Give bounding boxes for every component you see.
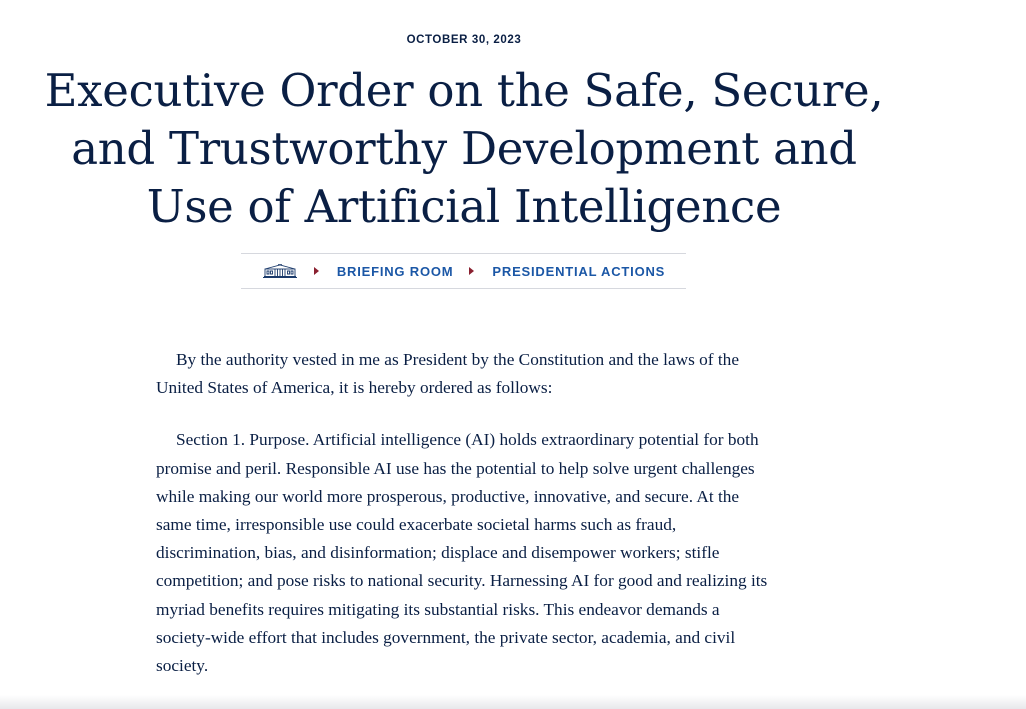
publish-date: OCTOBER 30, 2023 xyxy=(406,34,522,46)
order-body xyxy=(156,346,772,704)
breadcrumb-home[interactable] xyxy=(262,264,298,278)
page-title: Executive Order on the Safe, Secure, and Trustworthy Development and Use of Artificial Intelligence xyxy=(44,64,884,233)
breadcrumb-presidential-actions[interactable]: PRESIDENTIAL ACTIONS xyxy=(492,263,666,279)
breadcrumb xyxy=(241,253,686,289)
breadcrumb-separator-icon xyxy=(314,267,319,275)
breadcrumb-briefing-room[interactable]: BRIEFING ROOM xyxy=(336,263,454,279)
breadcrumb-separator-icon xyxy=(469,267,474,275)
preamble-paragraph: By the authority vested in me as President by the Constitution and the laws of the United States of America, it is hereby ordered as follows: xyxy=(156,350,739,398)
white-house-icon xyxy=(262,264,298,278)
section-1-paragraph: Section 1. Purpose. Artificial intelligence (AI) holds extraordinary potential for both promise and peril. Responsible AI use has the potential to help solve urgent challenges while making our world more prosperous, productive, innovative, and secure. At the same time, irresponsible use could exacerbate societal harms such as fraud, discrimination, bias, and disinformation; displace and disempower workers; stifle competition; and pose risks to national security. Harnessing AI for good and realizing its myriad benefits requires mitigating its substantial risks. This endeavor demands a society-wide effort that includes government, the private sector, academia, and civil society. xyxy=(156,430,768,676)
